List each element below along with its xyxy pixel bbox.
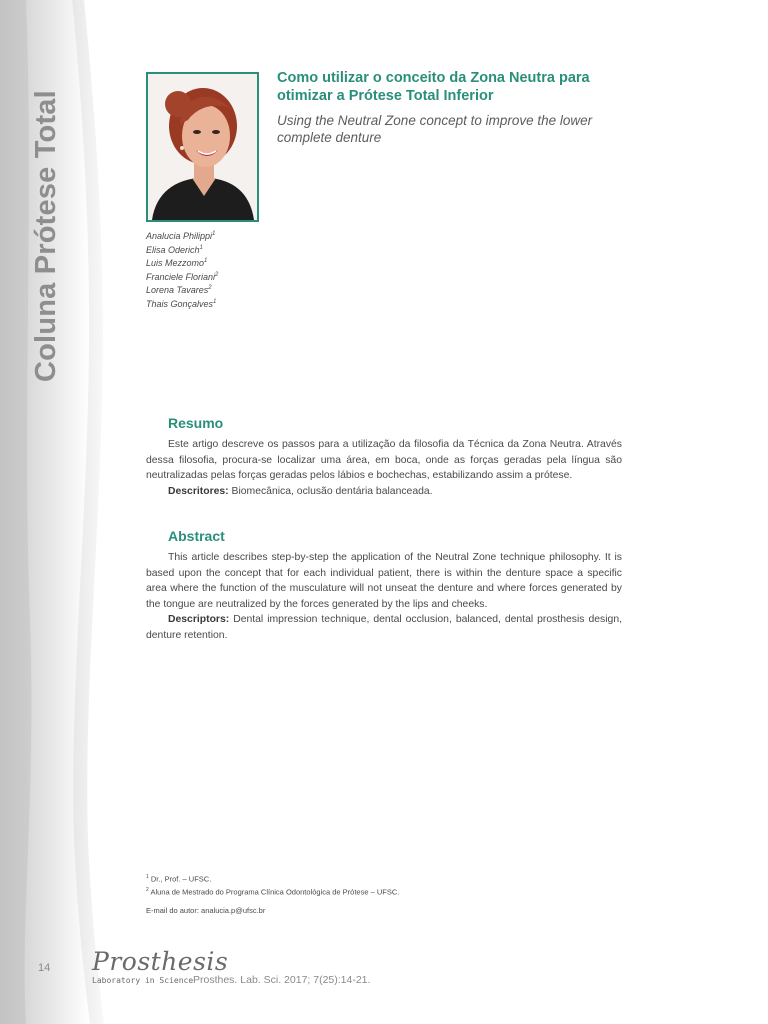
footnote-item: $^1$ Dr., Prof. – UFSC. <box>146 874 212 884</box>
author-item: Analucia Philippi$^1$ <box>146 231 216 241</box>
footnotes <box>146 872 566 897</box>
journal-logo: Prosthesis <box>92 947 229 976</box>
journal-citation: Prosthes. Lab. Sci. 2017; 7(25):14-21. <box>193 974 371 986</box>
author-item: Elisa Oderich$^1$ <box>146 244 203 255</box>
author-item: Franciele Floriani$^2$ <box>146 271 219 282</box>
resumo-descriptors: Descritores: Biomecânica, oclusão dentária balanceada. <box>168 485 433 497</box>
abstract-text: This article describes step-by-step the application of the Neutral Zone technique philosophy. It is based upon the concept that for each individual patient, there is within the denture space a specific area where the function of the musculature will not unseat the denture and where forces generated by the tongue are neutralized by the forces generated by the lips and cheeks. <box>146 552 622 610</box>
abstract-body <box>146 550 622 644</box>
journal-logo-subtitle: Laboratory in Science <box>92 976 194 985</box>
column-title: Coluna Prótese Total <box>30 90 62 382</box>
resumo-heading: Resumo <box>168 415 224 431</box>
article-title-en: Using the Neutral Zone concept to improve the lower complete denture <box>277 113 593 145</box>
author-email: E-mail do autor: analucia.p@ufsc.br <box>146 906 266 915</box>
author-item: Thais Gonçalves$^1$ <box>146 298 217 309</box>
author-item: Luis Mezzomo$^1$ <box>146 258 208 269</box>
resumo-text: Este artigo descreve os passos para a utilização da filosofia da Técnica da Zona Neutra. Através dessa filosofia, procura-se localizar uma área, em boca, onde as forças geradas pela língua são neutralizadas pelas forças geradas pelos lábios e bochechas, estabilizando assim a prótese. <box>146 439 622 482</box>
author-item: Lorena Tavares$^2$ <box>146 285 212 296</box>
article-title-pt: Como utilizar o conceito da Zona Neutra para otimizar a Prótese Total Inferior <box>277 70 590 104</box>
abstract-descriptors: Descriptors: Dental impression technique, dental occlusion, balanced, dental prosthesis design, denture retention. <box>146 614 622 641</box>
footnote-item: $^2$ Aluna de Mestrado do Programa Clínica Odontológica de Prótese – UFSC. <box>146 886 400 896</box>
author-list <box>146 229 346 311</box>
page-number: 14 <box>38 962 51 974</box>
author-photo <box>146 72 259 222</box>
resumo-body <box>146 437 622 499</box>
abstract-heading: Abstract <box>168 528 225 544</box>
